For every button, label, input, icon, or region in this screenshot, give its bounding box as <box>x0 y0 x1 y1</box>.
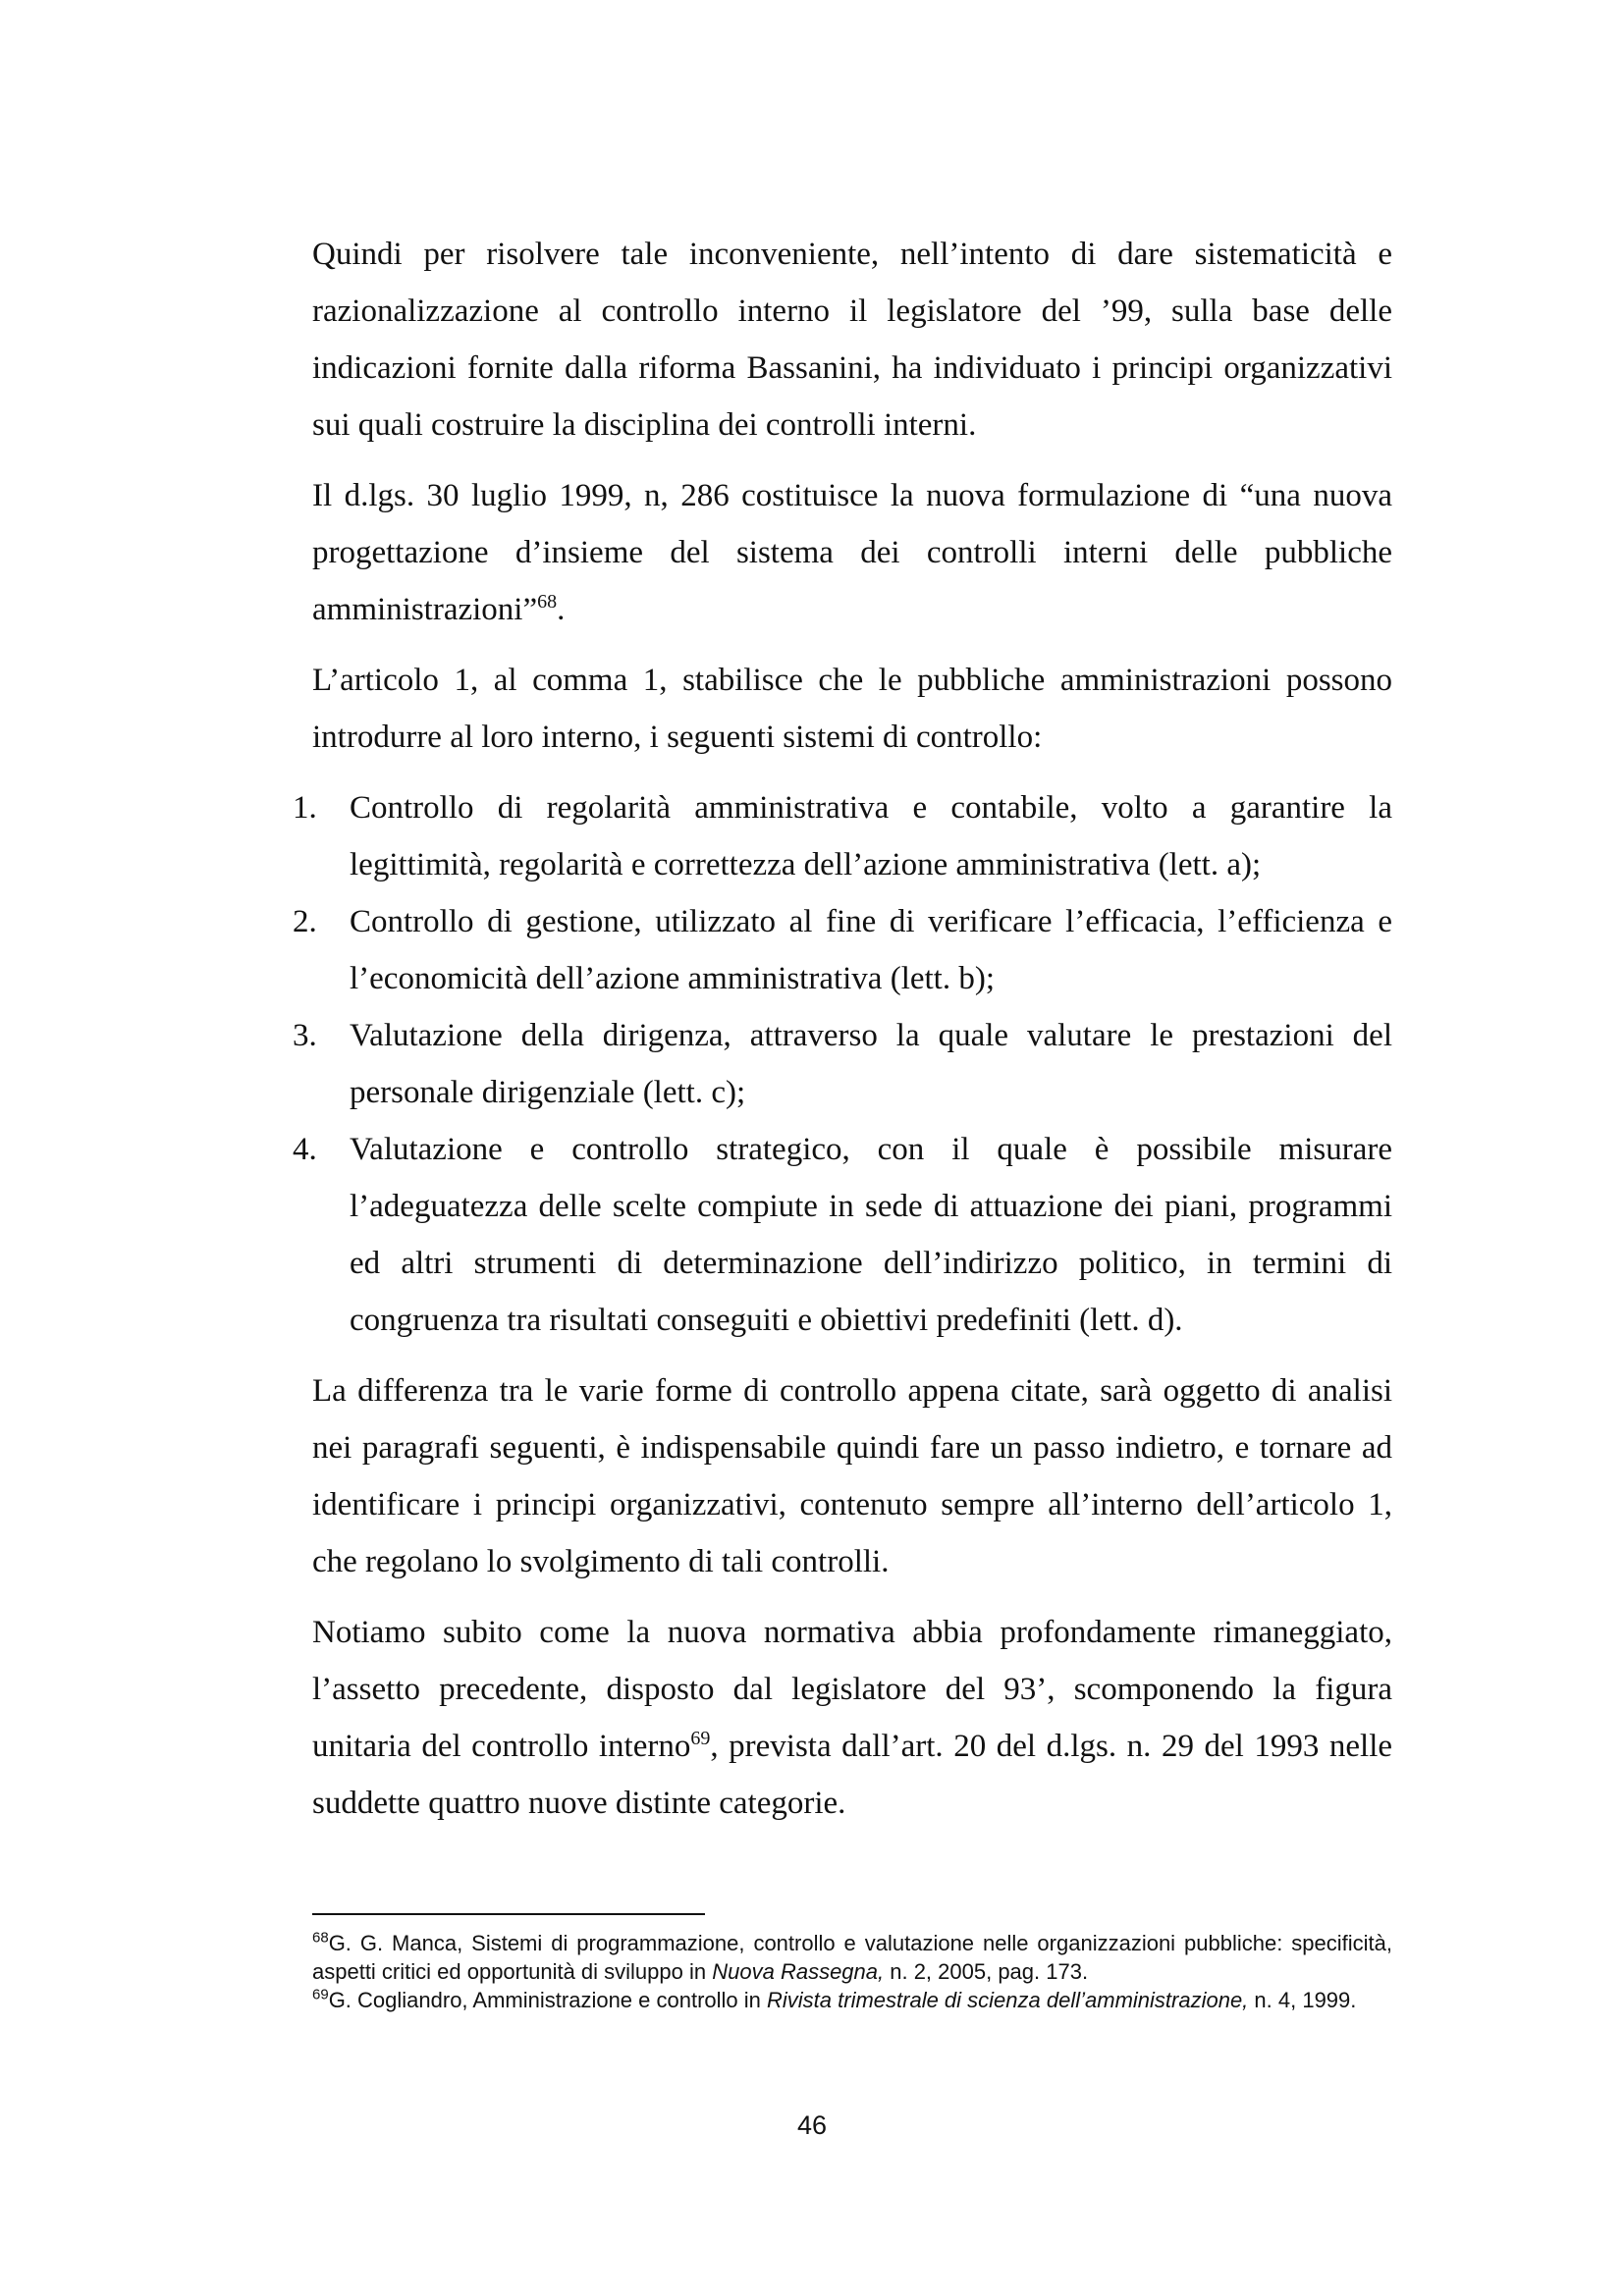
paragraph-2-text: Il d.lgs. 30 luglio 1999, n, 286 costituisce la nuova formulazione di “una nuova progettazione d’insieme del sistema dei controlli interni delle pubbliche amministrazioni” <box>312 478 1392 627</box>
footnote-ref-69[interactable]: 69 <box>690 1728 711 1749</box>
list-item-text: Controllo di regolarità amministrativa e contabile, volto a garantire la legittimità, regolarità e correttezza dell’azione amministrativa (lett. a); <box>350 790 1392 882</box>
footnote-text-end: n. 4, 1999. <box>1248 1988 1357 2012</box>
list-item-text: Valutazione della dirigenza, attraverso la quale valutare le prestazioni del personale dirigenziale (lett. c); <box>350 1018 1392 1110</box>
paragraph-2-end: . <box>557 592 566 627</box>
paragraph-1 <box>312 226 1392 454</box>
footnote-separator <box>312 1913 705 1915</box>
paragraph-4 <box>312 1362 1392 1590</box>
footnote-number: 68 <box>312 1929 329 1947</box>
page-number: 46 <box>796 2110 828 2140</box>
footnote-69 <box>312 1986 1392 2014</box>
paragraph-3-text: L’articolo 1, al comma 1, stabilisce che le pubbliche amministrazioni possono introdurre al loro interno, i seguenti sistemi di controllo: <box>312 663 1392 755</box>
footnote-journal: Rivista trimestrale di scienza dell’amministrazione, <box>767 1988 1249 2012</box>
paragraph-1-text: Quindi per risolvere tale inconveniente, nell’intento di dare sistematicità e razionalizzazione al controllo interno il legislatore del ’99, sulla base delle indicazioni fornite dalla riforma Bassanini, ha individuato i principi organizzativi sui quali costruire la disciplina dei controlli interni. <box>312 237 1392 443</box>
paragraph-3 <box>312 652 1392 766</box>
footnote-68 <box>312 1929 1392 1986</box>
footnote-text: G. G. Manca, Sistemi di programmazione, controllo e valutazione nelle organizzazioni pubbliche: specificità, aspetti critici ed opportunità di sviluppo in <box>312 1931 1392 1984</box>
body-text <box>293 226 1393 1832</box>
paragraph-5 <box>312 1604 1392 1832</box>
footnote-journal: Nuova Rassegna, <box>712 1959 885 1984</box>
list-item <box>293 893 1392 1007</box>
list-item-text: Valutazione e controllo strategico, con il quale è possibile misurare l’adeguatezza delle scelte compiute in sede di attuazione dei piani, programmi ed altri strumenti di determinazione dell’indirizzo politico, in termini di congruenza tra risultati conseguiti e obiettivi predefiniti (lett. d). <box>350 1132 1392 1338</box>
list-item-number: 4. <box>293 1132 317 1167</box>
footnote-ref-68[interactable]: 68 <box>537 591 558 613</box>
control-systems-list <box>293 779 1392 1349</box>
list-item-text: Controllo di gestione, utilizzato al fine di verificare l’efficacia, l’efficienza e l’economicità dell’azione amministrativa (lett. b); <box>350 904 1392 996</box>
paragraph-4-text: La differenza tra le varie forme di controllo appena citate, sarà oggetto di analisi nei paragrafi seguenti, è indispensabile quindi fare un passo indietro, e tornare ad identificare i principi organizzativi, contenuto sempre all’interno dell’articolo 1, che regolano lo svolgimento di tali controlli. <box>312 1373 1392 1579</box>
list-item-number: 2. <box>293 904 317 939</box>
footnote-text: G. Cogliandro, Amministrazione e controllo in <box>328 1988 768 2012</box>
paragraph-5-text-a: Notiamo subito come la nuova normativa abbia profondamente rimaneggiato, l’assetto precedente, disposto dal legislatore del 93’, scomponendo la figura unitaria del controllo interno <box>312 1615 1392 1764</box>
list-item <box>293 1007 1392 1121</box>
paragraph-5-text-b: , prevista dall’art. 20 del d.lgs. n. 29 del 1993 nelle suddette quattro nuove distinte categorie. <box>312 1729 1393 1821</box>
list-item <box>293 1121 1392 1349</box>
paragraph-2 <box>312 467 1392 638</box>
footnotes <box>312 1913 1392 2014</box>
list-item <box>293 779 1392 893</box>
list-item-number: 1. <box>293 790 317 826</box>
list-item-number: 3. <box>293 1018 317 1053</box>
footnote-number: 69 <box>312 1986 329 2003</box>
footnote-text-end: n. 2, 2005, pag. 173. <box>884 1959 1089 1984</box>
